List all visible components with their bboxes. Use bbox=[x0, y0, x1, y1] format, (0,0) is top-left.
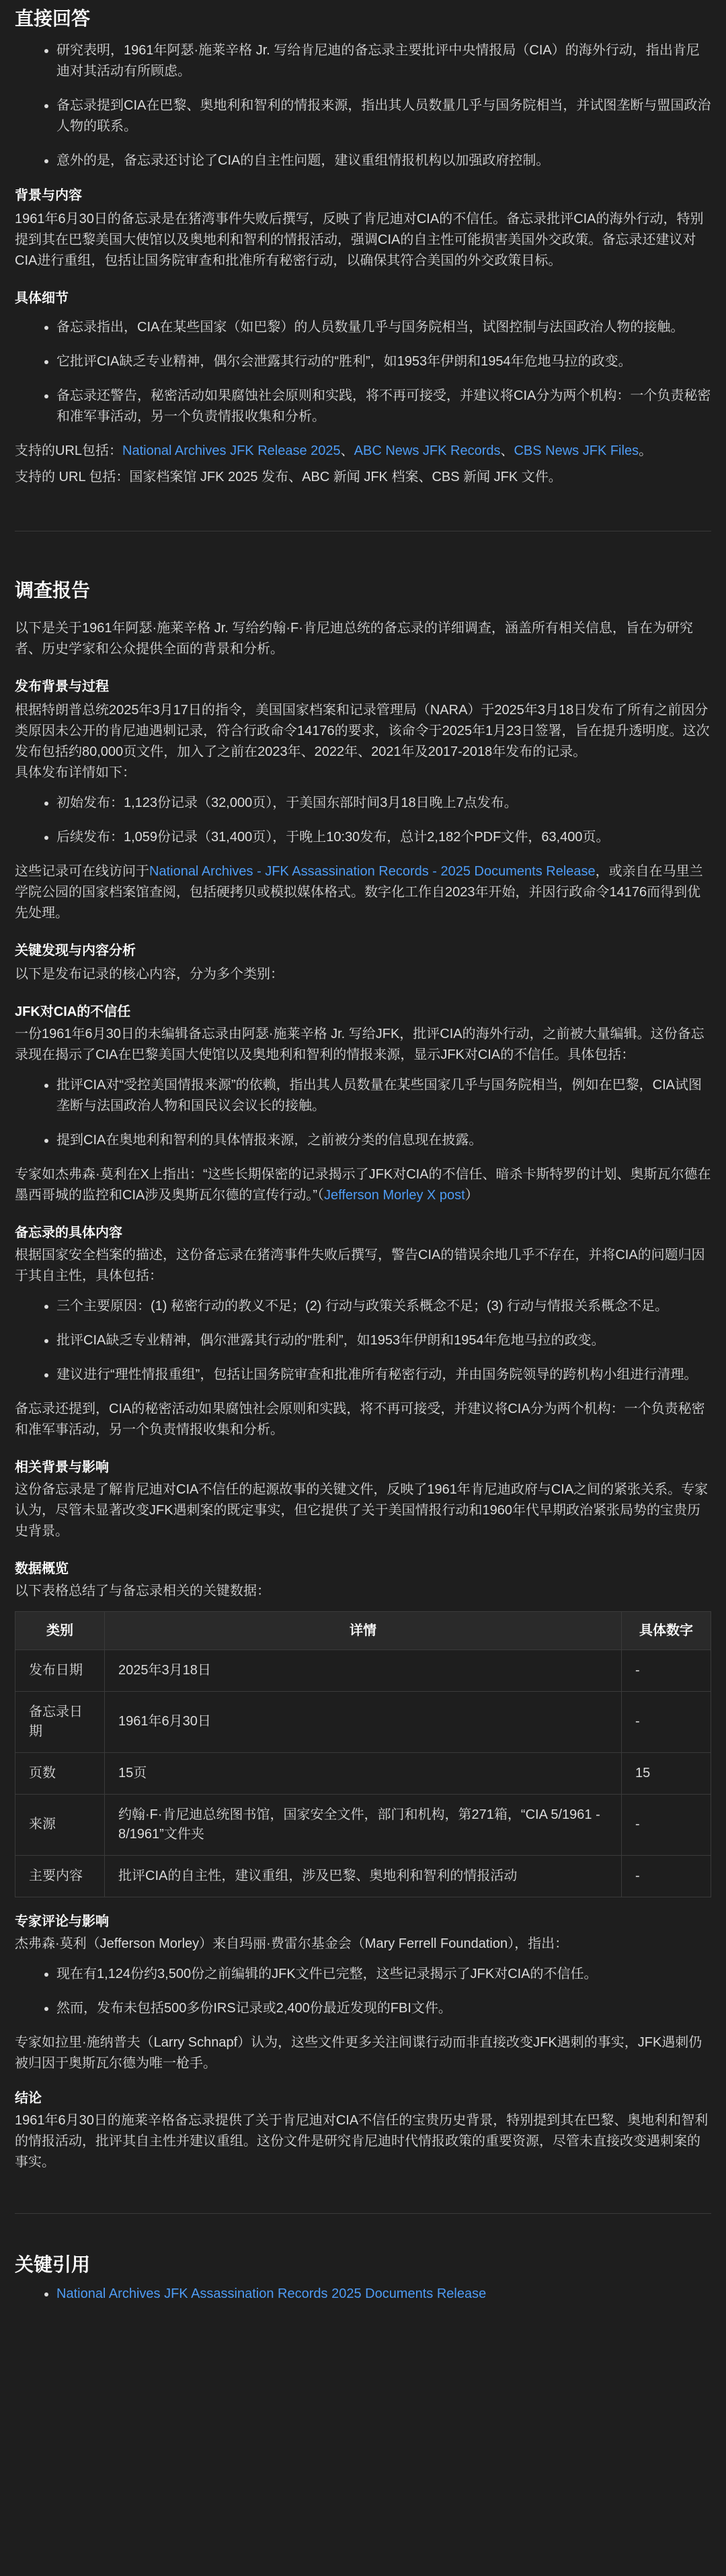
table-header-row bbox=[15, 1611, 711, 1649]
link-nara-release[interactable]: National Archives - JFK Assassination Records - 2025 Documents Release bbox=[149, 863, 596, 879]
list-item: • 提到CIA在奥地利和智利的具体情报来源，之前被分类的信息现在披露。 bbox=[56, 1130, 711, 1151]
list-item: • 然而，发布未包括500多份IRS记录或2,400份最近发现的FBI文件。 bbox=[56, 1998, 711, 2019]
comment-title: 专家评论与影响 bbox=[15, 1914, 109, 1929]
section-divider bbox=[15, 2213, 711, 2214]
table-row bbox=[15, 1794, 711, 1855]
citations-title: 关键引用 bbox=[15, 2253, 91, 2275]
conclusion-title: 结论 bbox=[15, 2090, 42, 2106]
release-list bbox=[15, 793, 711, 848]
link-abc-news[interactable]: ABC News JFK Records bbox=[354, 443, 501, 459]
list-item: • 批评CIA缺乏专业精神，偶尔泄露其行动的“胜利”，如1953年伊朗和1954年危地马拉的政变。 bbox=[56, 1330, 711, 1351]
related-title: 相关背景与影响 bbox=[15, 1459, 109, 1475]
background-title: 背景与内容 bbox=[15, 188, 82, 204]
citation-link[interactable]: National Archives JFK Assassination Records 2025 Documents Release bbox=[56, 2286, 487, 2302]
table-cell: 约翰·F·肯尼迪总统图书馆，国家安全文件，部门和机构，第271箱，“CIA 5/1961 - 8/1961”文件夹 bbox=[105, 1794, 622, 1855]
report-title: 调查报告 bbox=[15, 580, 91, 601]
table-cell: 发布日期 bbox=[15, 1649, 105, 1691]
link-jefferson-morley[interactable]: Jefferson Morley X post bbox=[324, 1187, 465, 1203]
list-item: • 它批评CIA缺乏专业精神，偶尔会泄露其行动的“胜利”，如1953年伊朗和1954年危地马拉的政变。 bbox=[56, 351, 711, 372]
table-cell: 15页 bbox=[105, 1752, 622, 1794]
release-title: 发布背景与过程 bbox=[15, 679, 109, 694]
related-text: 这份备忘录是了解肯尼迪对CIA不信任的起源故事的关键文件，反映了1961年肯尼迪政府与CIA之间的紧张关系。专家认为，尽管未显著改变JFK遇刺案的既定事实，但它提供了关于美国情报行动和1960年代早期政治紧张局势的宝贵历史背景。 bbox=[15, 1482, 709, 1539]
distrust-text: 一份1961年6月30日的未编辑备忘录由阿瑟·施莱辛格 Jr. 写给JFK，批评CIA的海外行动，之前被大量编辑。这份备忘录现在揭示了CIA在巴黎美国大使馆以及奥地利和智利的情报来源，显示JFK对CIA的不信任。具体包括： bbox=[15, 1026, 704, 1062]
table-row bbox=[15, 1855, 711, 1897]
list-item: • 备忘录还警告，秘密活动如果腐蚀社会原则和实践，将不再可接受，并建议将CIA分为两个机构：一个负责秘密和准军事活动，另一个负责情报收集和分析。 bbox=[56, 386, 711, 427]
distrust-list bbox=[15, 1075, 711, 1151]
list-item: • 初始发布：1,123份记录（32,000页），于美国东部时间3月18日晚上7点发布。 bbox=[56, 793, 711, 814]
table-cell: - bbox=[622, 1855, 711, 1897]
list-item: • 备忘录提到CIA在巴黎、奥地利和智利的情报来源，指出其人员数量几乎与国务院相当，并试图垄断与盟国政治人物的联系。 bbox=[56, 95, 711, 137]
table-cell: 来源 bbox=[15, 1794, 105, 1855]
distrust-title: JFK对CIA的不信任 bbox=[15, 1004, 131, 1019]
comment-after: 专家如拉里·施纳普夫（Larry Schnapf）认为，这些文件更多关注间谍行动而非直接改变JFK遇刺的事实，JFK遇刺仍被归因于奥斯瓦尔德为唯一枪手。 bbox=[15, 2034, 702, 2071]
details-title: 具体细节 bbox=[15, 291, 69, 306]
memo-text: 根据国家安全档案的描述，这份备忘录在猪湾事件失败后撰写，警告CIA的错误余地几乎不存在，并将CIA的问题归因于其自主性，具体包括： bbox=[15, 1247, 705, 1283]
table-row bbox=[15, 1649, 711, 1691]
list-item: • 批评CIA对“受控美国情报来源”的依赖，指出其人员数量在某些国家几乎与国务院相当，例如在巴黎，CIA试图垄断与法国政治人物和国民议会议长的接触。 bbox=[56, 1075, 711, 1117]
table-cell: - bbox=[622, 1649, 711, 1691]
release-sub: 具体发布详情如下： bbox=[15, 765, 136, 780]
comment-text: 杰弗森·莫利（Jefferson Morley）来自玛丽·费雷尔基金会（Mary Ferrell Foundation），指出： bbox=[15, 1936, 569, 1951]
table-row bbox=[15, 1691, 711, 1752]
data-overview-text: 以下表格总结了与备忘录相关的关键数据： bbox=[15, 1583, 270, 1598]
list-item: • 建议进行“理性情报重组”，包括让国务院审查和批准所有秘密行动，并由国务院领导的跨机构小组进行清理。 bbox=[56, 1365, 711, 1385]
table-cell: 页数 bbox=[15, 1752, 105, 1794]
memo-title: 备忘录的具体内容 bbox=[15, 1225, 122, 1240]
memo-after: 备忘录还提到，CIA的秘密活动如果腐蚀社会原则和实践，将不再可接受，并建议将CIA分为两个机构：一个负责秘密和准军事活动，另一个负责情报收集和分析。 bbox=[15, 1401, 705, 1437]
table-row bbox=[15, 1752, 711, 1794]
table-cell: 1961年6月30日 bbox=[105, 1691, 622, 1752]
table-cell: 15 bbox=[622, 1752, 711, 1794]
list-item: • 研究表明，1961年阿瑟·施莱辛格 Jr. 写给肯尼迪的备忘录主要批评中央情报局（CIA）的海外行动，指出肯尼迪对其活动有所顾虑。 bbox=[56, 40, 711, 82]
link-national-archives[interactable]: National Archives JFK Release 2025 bbox=[122, 443, 341, 459]
list-item: • 后续发布：1,059份记录（31,400页），于晚上10:30发布，总计2,182个PDF文件，63,400页。 bbox=[56, 827, 711, 848]
key-findings-text: 以下是发布记录的核心内容，分为多个类别： bbox=[15, 966, 284, 982]
table-cell: 批评CIA的自主性，建议重组，涉及巴黎、奥地利和智利的情报活动 bbox=[105, 1855, 622, 1897]
table-cell: - bbox=[622, 1794, 711, 1855]
background-text: 1961年6月30日的备忘录是在猪湾事件失败后撰写，反映了肯尼迪对CIA的不信任。备忘录批评CIA的海外行动，特别提到其在巴黎美国大使馆以及奥地利和智利的情报活动，强调CIA的自主性可能损害美国外交政策。备忘录还建议对CIA进行重组，包括让国务院审查和批准所有秘密行动，以确保其符合美国的外交政策目标。 bbox=[15, 212, 704, 269]
comment-list bbox=[15, 1964, 711, 2019]
data-table bbox=[15, 1611, 711, 1897]
table-cell: 2025年3月18日 bbox=[105, 1649, 622, 1691]
table-cell: - bbox=[622, 1691, 711, 1752]
citations-list bbox=[15, 2284, 711, 2305]
list-item bbox=[56, 2284, 711, 2305]
table-cell: 备忘录日期 bbox=[15, 1691, 105, 1752]
list-item: • 三个主要原因：(1) 秘密行动的教义不足；(2) 行动与政策关系概念不足；(3) 行动与情报关系概念不足。 bbox=[56, 1296, 711, 1317]
key-findings-title: 关键发现与内容分析 bbox=[15, 943, 136, 958]
link-cbs-news[interactable]: CBS News JFK Files bbox=[514, 443, 639, 459]
expert-quote: 专家如杰弗森·莫利在X上指出：“这些长期保密的记录揭示了JFK对CIA的不信任、暗杀卡斯特罗的计划、奥斯瓦尔德在墨西哥城的监控和CIA涉及奥斯瓦尔德的宣传行动。”（Jefferson Morley X post） bbox=[15, 1166, 711, 1203]
online-access: 这些记录可在线访问于National Archives - JFK Assassination Records - 2025 Documents Release，或亲自在马里兰学院公园的国家档案馆查阅，包括硬拷贝或模拟媒体格式。数字化工作自2023年开始，并因行政命令14176而得到优先处理。 bbox=[15, 863, 703, 920]
memo-list bbox=[15, 1296, 711, 1385]
support-urls: 支持的URL包括：National Archives JFK Release 2025、ABC News JFK Records、CBS News JFK Files。 bbox=[15, 443, 653, 459]
list-item: • 备忘录指出，CIA在某些国家（如巴黎）的人员数量几乎与国务院相当，试图控制与法国政治人物的接触。 bbox=[56, 317, 711, 338]
table-header: 详情 bbox=[105, 1611, 622, 1649]
conclusion-text: 1961年6月30日的施莱辛格备忘录提供了关于肯尼迪对CIA不信任的宝贵历史背景，特别提到其在巴黎、奥地利和智利的情报活动，批评其自主性并建议重组。这份文件是研究肯尼迪时代情报政策的重要资源，尽管未直接改变遇刺案的事实。 bbox=[15, 2112, 709, 2170]
direct-answer-title: 直接回答 bbox=[15, 8, 91, 29]
list-item: • 现在有1,124份约3,500份之前编辑的JFK文件已完整，这些记录揭示了JFK对CIA的不信任。 bbox=[56, 1964, 711, 1985]
support-urls-cn: 支持的 URL 包括：国家档案馆 JFK 2025 发布、ABC 新闻 JFK 档案、CBS 新闻 JFK 文件。 bbox=[15, 470, 562, 485]
data-overview-title: 数据概览 bbox=[15, 1561, 69, 1576]
release-text: 根据特朗普总统2025年3月17日的指令，美国国家档案和记录管理局（NARA）于2025年3月18日发布了所有之前因分类原因未公开的肯尼迪遇刺记录，符合行政命令14176的要求，该命令于2025年1月23日签署，旨在提升透明度。这次发布包括约80,000页文件，加入了之前在2023年、2022年、2021年及2017-2018年发布的记录。 bbox=[15, 702, 710, 759]
report-intro: 以下是关于1961年阿瑟·施莱辛格 Jr. 写给约翰·F·肯尼迪总统的备忘录的详细调查，涵盖所有相关信息，旨在为研究者、历史学家和公众提供全面的背景和分析。 bbox=[15, 620, 693, 656]
table-header: 类别 bbox=[15, 1611, 105, 1649]
direct-answer-list bbox=[15, 40, 711, 171]
table-header: 具体数字 bbox=[622, 1611, 711, 1649]
details-list bbox=[15, 317, 711, 427]
list-item: • 意外的是，备忘录还讨论了CIA的自主性问题，建议重组情报机构以加强政府控制。 bbox=[56, 151, 711, 171]
table-cell: 主要内容 bbox=[15, 1855, 105, 1897]
